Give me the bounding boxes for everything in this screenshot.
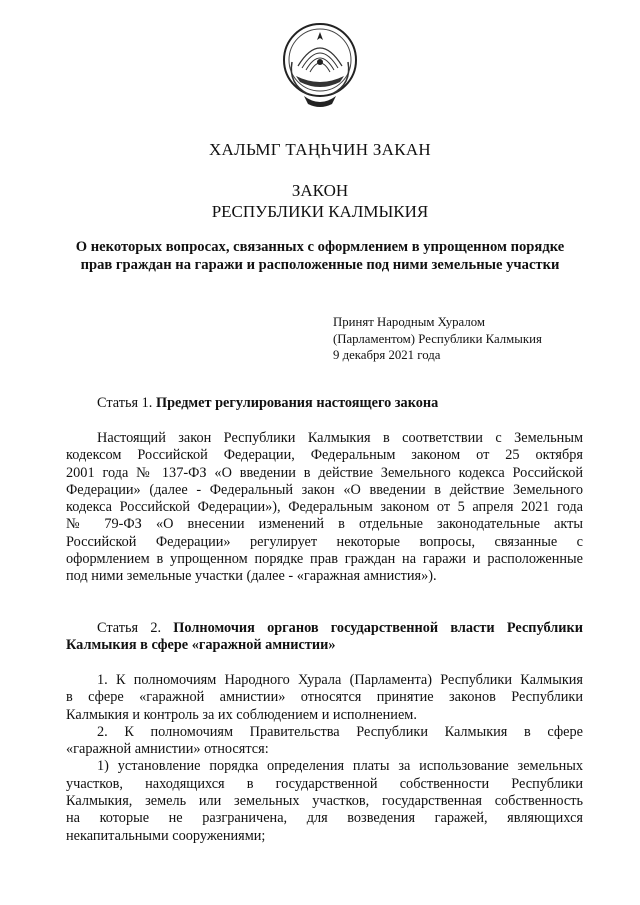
article-2-line: в сфере «гаражной амнистии» относятся принятие законов Республики <box>66 689 583 706</box>
article-2-heading-line-1 <box>66 620 583 637</box>
article-2-line: участков, находящихся в государственной собственности Республики <box>66 775 583 792</box>
article-1-line: Федерации» (далее - Федеральный закон «О введении в действие Земельного <box>66 481 583 498</box>
article-1-line: Настоящий закон Республики Калмыкия в соответствии с Земельным <box>97 430 583 446</box>
kalmykia-emblem-icon <box>278 18 362 112</box>
adoption-line-1: Принят Народным Хуралом <box>333 315 485 329</box>
article-2-line: 1) установление порядка определения платы за использование земельных <box>97 758 583 775</box>
article-2-line: 1. К полномочиям Народного Хурала (Парламента) Республики Калмыкия <box>97 672 583 688</box>
article-2-line: 2. К полномочиям Правительства Республики Калмыкия в сфере <box>97 723 583 740</box>
article-1-line: Российской Федерации» регулирует некоторые вопросы, связанные с <box>66 533 583 550</box>
article-2-title-2: Калмыкия в сфере «гаражной амнистии» <box>66 637 336 654</box>
law-title-line-1: О некоторых вопросах, связанных с оформлением в упрощенном порядке <box>75 239 565 255</box>
article-2-body <box>66 672 583 845</box>
article-1-heading <box>66 395 583 412</box>
article-1-line: оформлением в упрощенном порядке прав граждан на гаражи и расположенные <box>66 551 583 568</box>
article-1-line: кодексом Российской Федерации, Федеральным законом от 25 октября <box>66 447 583 464</box>
article-1-title: Предмет регулирования настоящего закона <box>155 395 439 411</box>
republic-name: РЕСПУБЛИКИ КАЛМЫКИЯ <box>211 202 429 221</box>
law-title-line-2: прав граждан на гаражи и расположенные под ними земельные участки <box>80 257 560 273</box>
article-1-line: кодекса Российской Федерации»), Федеральным законом от 5 апреля 2021 года <box>66 499 583 516</box>
article-2-heading <box>66 620 583 655</box>
article-2-line: Калмыкия и контроль за их соблюдением и исполнением. <box>66 706 417 723</box>
article-1-line: под ними земельные участки (далее - «гаражная амнистия»). <box>66 568 437 585</box>
article-2-line: некапитальными сооружениями; <box>66 827 266 844</box>
article-2-line: Калмыкия, земель или земельных участков, государственная собственность <box>66 793 583 810</box>
article-2-line: на которые не разграничена, для возведения гаражей, являющихся <box>66 810 583 827</box>
adoption-line-2: (Парламентом) Республики Калмыкия <box>333 331 542 346</box>
article-1-body <box>66 430 583 586</box>
kalmyk-title: ХАЛЬМГ ТАҢҺЧИН ЗАКАН <box>208 140 432 159</box>
law-heading <box>40 180 600 222</box>
article-1-line: 2001 года № 137-ФЗ «О введении в действие Земельного кодекса Российской <box>66 464 583 481</box>
article-1-label: Статья 1. <box>97 395 153 411</box>
article-2-title-1: Полномочия органов государственной власти Республики <box>173 620 584 636</box>
article-1-line: № 79-ФЗ «О внесении изменений в отдельные законодательные акты <box>66 516 583 533</box>
article-2-line: «гаражной амнистии» относятся: <box>66 741 269 758</box>
article-2-label: Статья 2. <box>97 620 162 636</box>
adoption-date: 9 декабря 2021 года <box>333 348 441 362</box>
law-word: ЗАКОН <box>291 181 349 200</box>
adoption-note <box>333 314 542 364</box>
law-title <box>40 238 600 274</box>
